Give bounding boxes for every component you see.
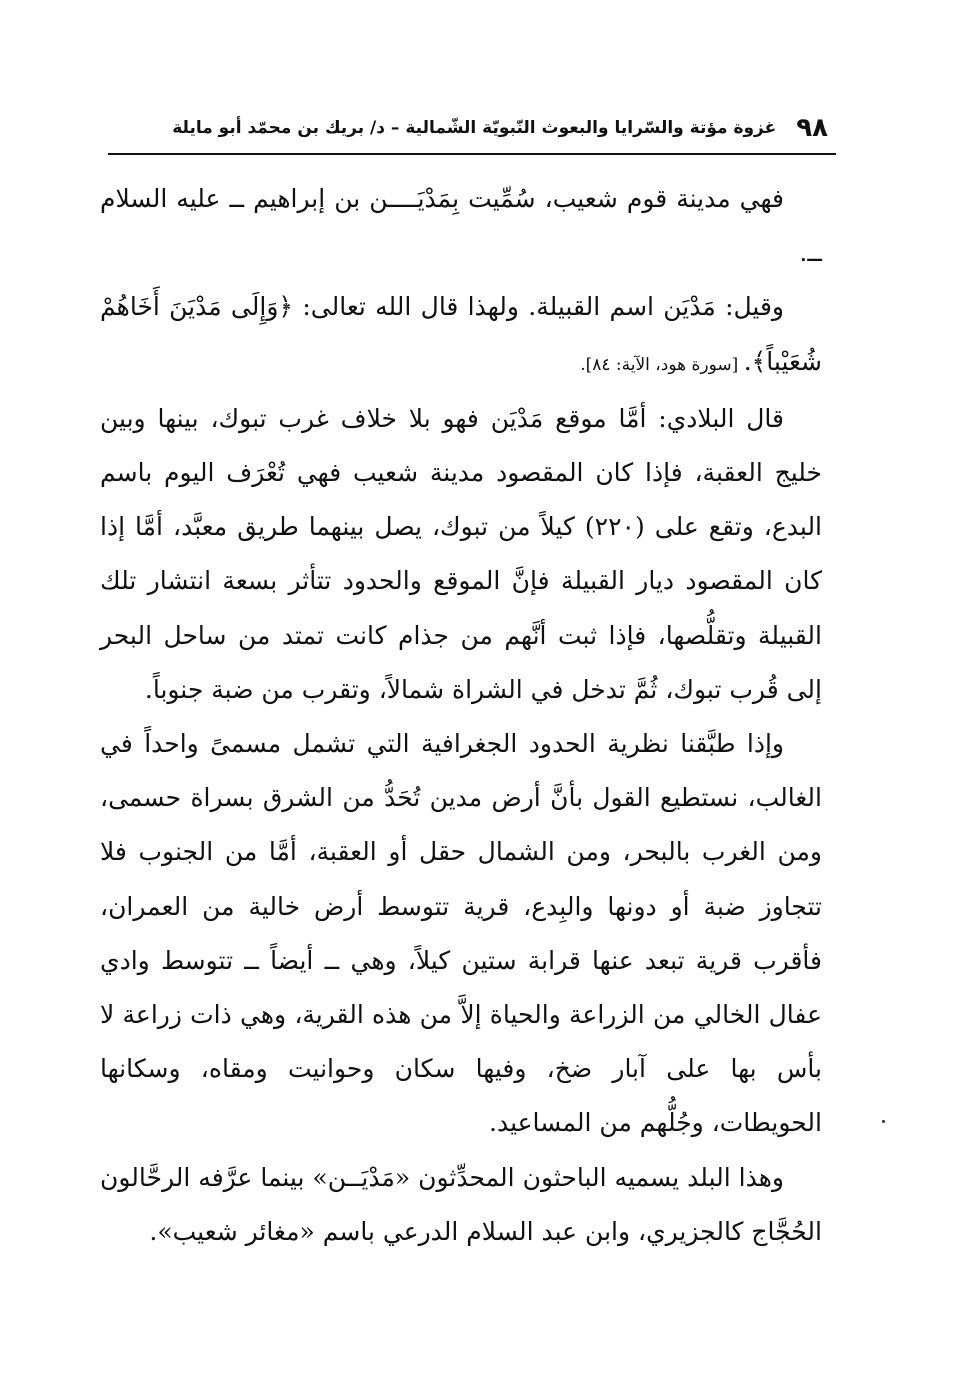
paragraph-3 [100, 392, 822, 717]
paragraph-1 [100, 172, 822, 280]
paragraph-text: وهذا البلد يسميه الباحثون المحدِّثون «مَدْيَــن» بينما عرَّفه الرحَّالون الحُجَّاج كالجزيري، وابن عبد السلام الدرعي باسم «مغائر شعيب». [100, 1162, 822, 1246]
paragraph-5 [100, 1151, 822, 1259]
paragraph-text: وقيل: مَدْيَن اسم القبيلة. ولهذا قال الله تعالى: ﴿وَإِلَى مَدْيَنَ أَخَاهُمْ شُعَيْباً﴾. [100, 292, 822, 376]
running-title: غزوة مؤتة والسّرايا والبعوث النّبويّة الشّمالية – د/ بريك بن محمّد أبو مايلة [172, 118, 777, 138]
scan-speck [882, 1120, 885, 1123]
paragraph-4 [100, 717, 822, 1151]
running-header [172, 108, 828, 148]
page-number: ٩٨ [796, 113, 828, 143]
paragraph-text: وإذا طبَّقنا نظرية الحدود الجغرافية التي تشمل مسمىً واحداً في الغالب، نستطيع القول بأنَّ أرض مدين تُحَدُّ من الشرق بسراة حسمى، ومن الغرب بالبحر، ومن الشمال حقل أو العقبة، أمَّا من الجنوب فلا تتجاوز ضبة أو دونها والبِدع، قرية تتوسط أرض خالية من العمران، فأقرب قرية تبعد عنها قرابة ستين كيلاً، وهي ــ أيضاً ــ تتوسط وادي عفال الخالي من الزراعة والحياة إلاَّ من هذه القرية، وهي ذات زراعة لا بأس بها على آبار ضخ، وفيها سكان وحوانيت ومقاه، وسكانها الحويطات، وجُلُّهم من المساعيد. [100, 729, 822, 1138]
paragraph-text: فهي مدينة قوم شعيب، سُمِّيت بِمَدْيَــــن بن إبراهيم ــ عليه السلام ــ. [100, 184, 822, 268]
paragraph-text: قال البلادي: أمَّا موقع مَدْيَن فهو بلا خلاف غرب تبوك، بينها وبين خليج العقبة، فإذا كان المقصود مدينة شعيب فهي تُعْرَف اليوم باسم البدع، وتقع على (٢٢٠) كيلاً من تبوك، يصل بينهما طريق معبَّد، أمَّا إذا كان المقصود ديار القبيلة فإنَّ الموقع والحدود تتأثر بسعة انتشار تلك القبيلة وتقلُّصها، فإذا ثبت أنَّهم من جذام كانت تمتد من ساحل البحر إلى قُرب تبوك، ثُمَّ تدخل في الشراة شمالاً، وتقرب من ضبة جنوباً. [100, 403, 823, 704]
quran-citation: [سورة هود، الآية: ٨٤]. [580, 354, 744, 375]
body-text [100, 172, 822, 1259]
header-rule [108, 153, 836, 155]
paragraph-2 [100, 280, 822, 391]
